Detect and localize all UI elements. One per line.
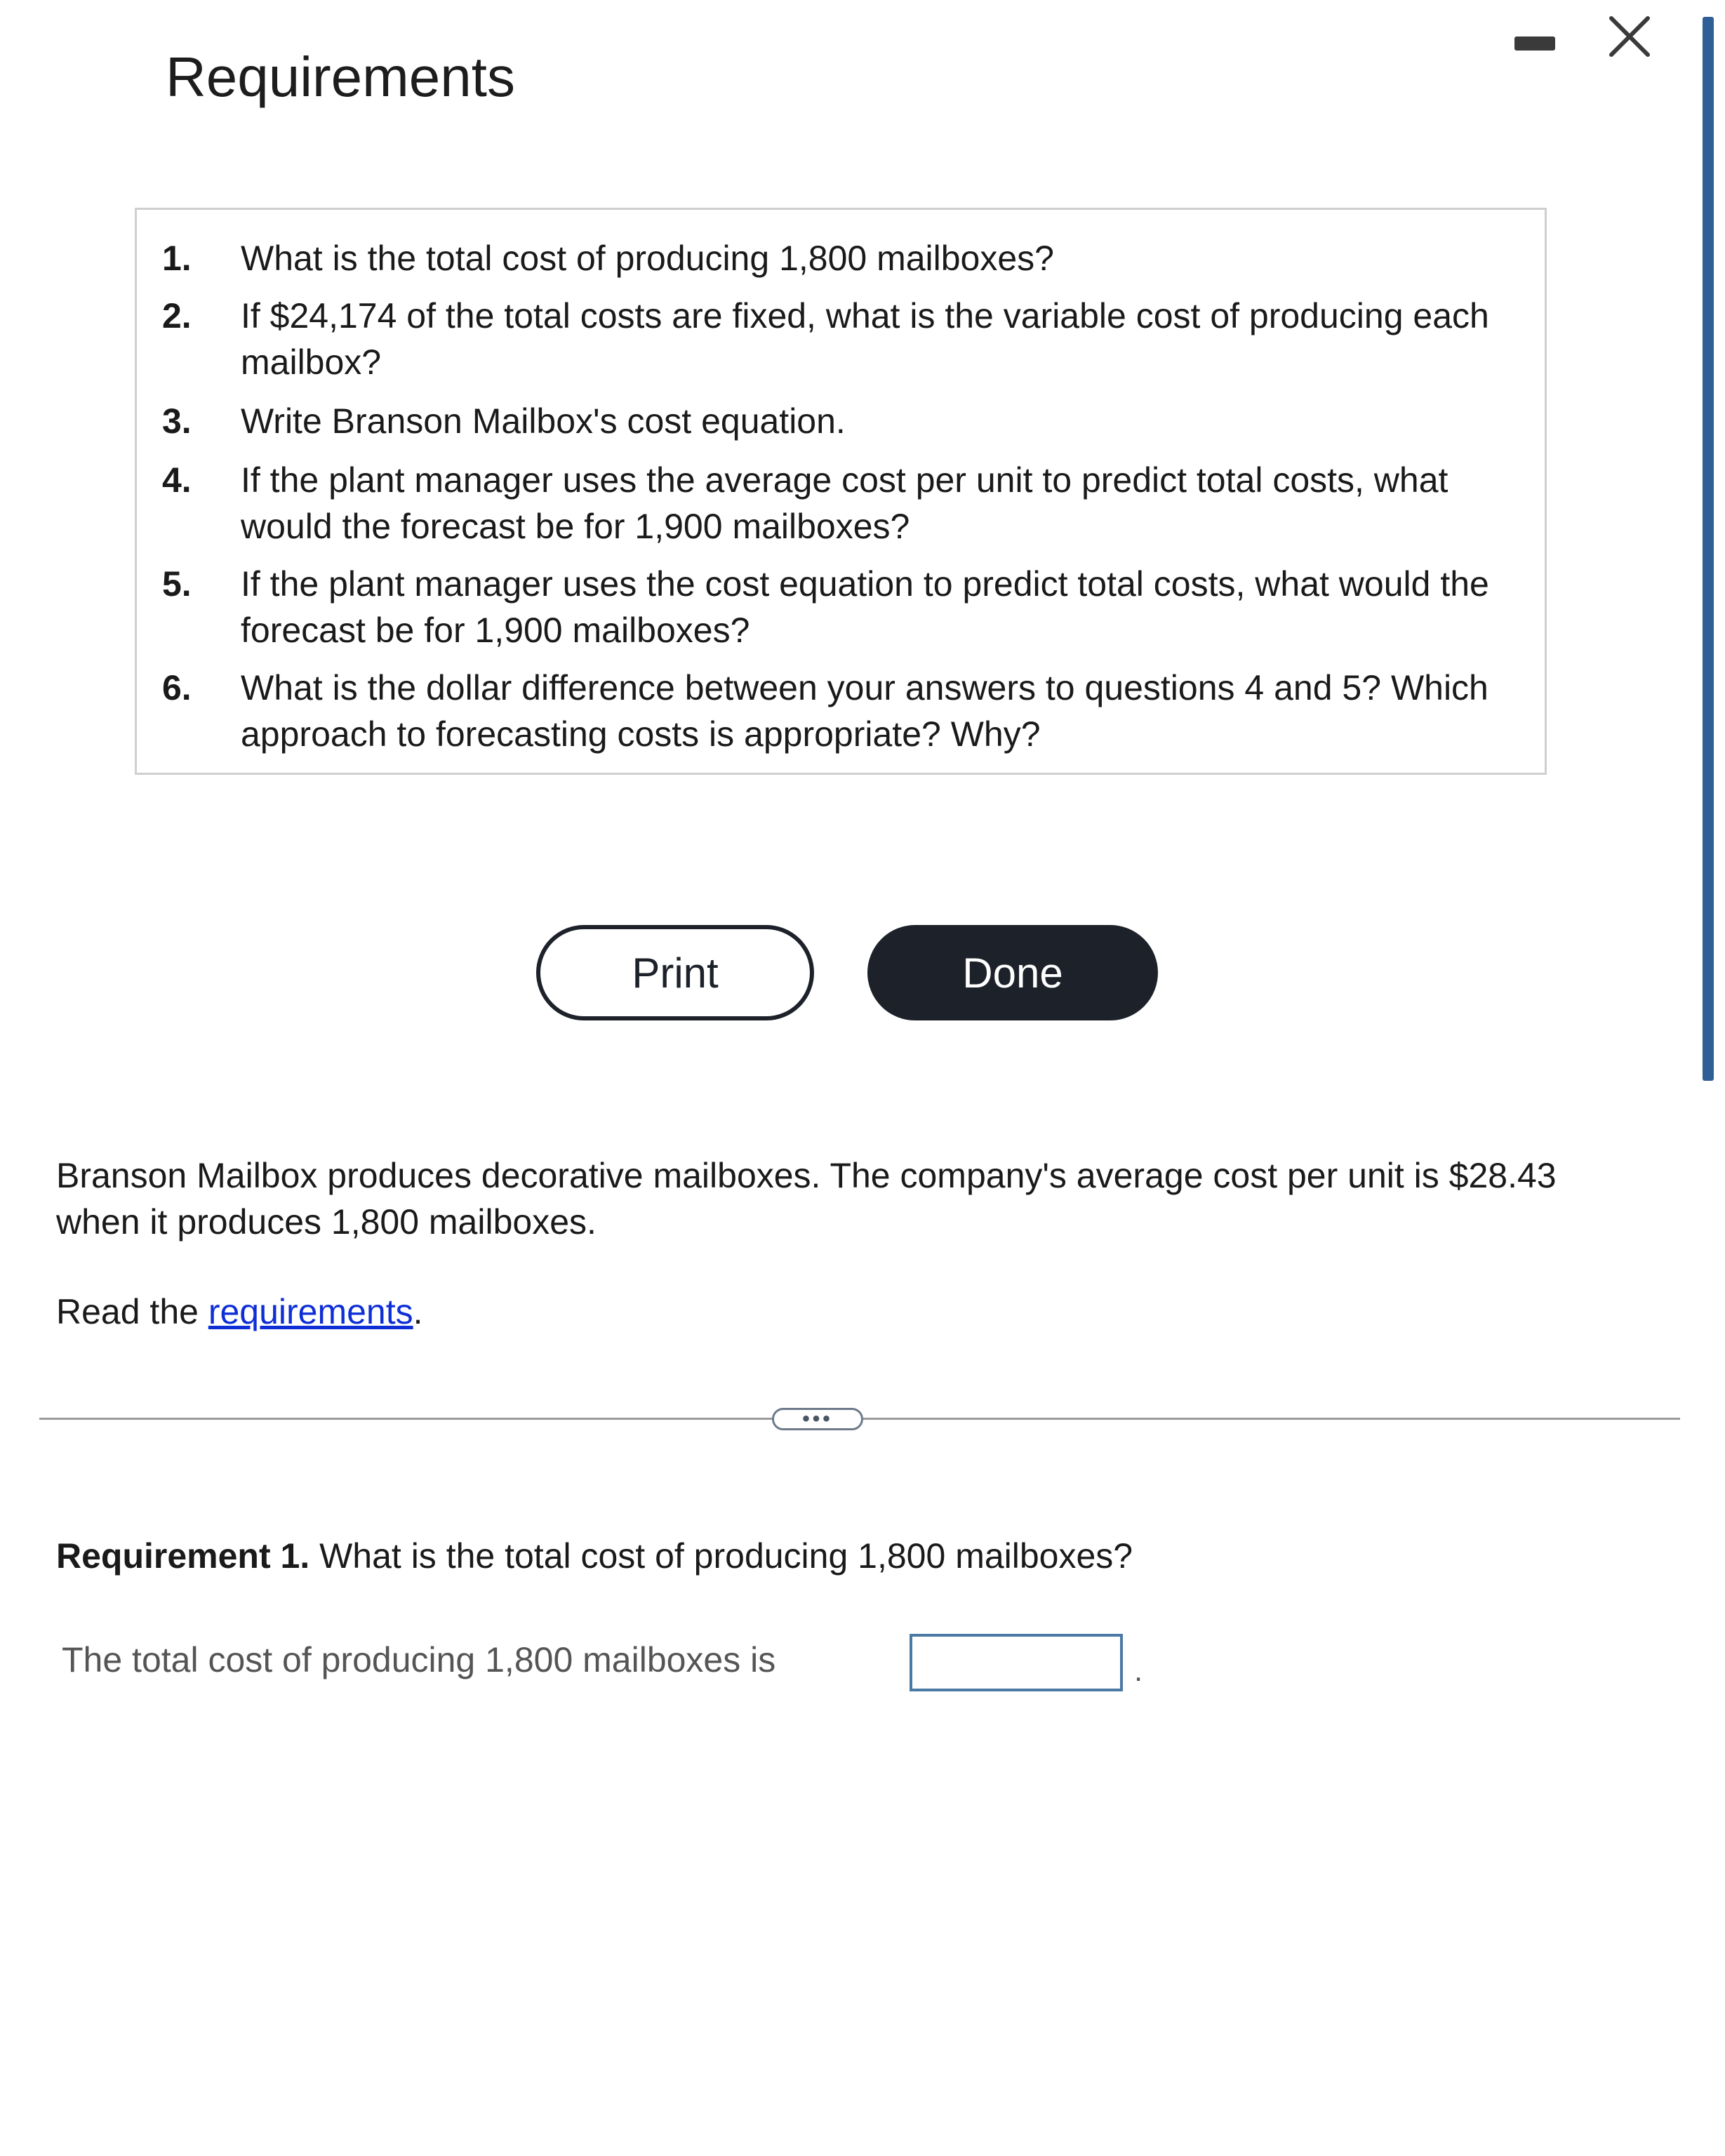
- requirement-heading-text: What is the total cost of producing 1,800 mailboxes?: [309, 1536, 1133, 1576]
- popup-title: Requirements: [166, 46, 516, 108]
- requirement-number: 2.: [162, 296, 192, 335]
- requirement-heading-label: Requirement 1.: [56, 1536, 310, 1576]
- requirement-text: If the plant manager uses the cost equation to predict total costs, what would the forecast be for 1,900 mailboxes?: [241, 564, 1489, 650]
- requirement-text: Write Branson Mailbox's cost equation.: [241, 401, 846, 441]
- print-button[interactable]: Print: [536, 925, 814, 1020]
- requirement-number: 3.: [162, 401, 192, 441]
- requirement-text: If the plant manager uses the average cost per unit to predict total costs, what would the forecast be for 1,900 mailboxes?: [241, 460, 1448, 546]
- requirement-text: What is the dollar difference between your answers to questions 4 and 5? Which approach to forecasting costs is appropriate? Why?: [241, 668, 1488, 754]
- expand-button[interactable]: [772, 1408, 863, 1430]
- more-icon: •••: [802, 1407, 833, 1430]
- read-requirements-line: [56, 1289, 423, 1335]
- requirement-number: 5.: [162, 564, 192, 604]
- total-cost-input[interactable]: [910, 1634, 1123, 1691]
- done-button[interactable]: Done: [867, 925, 1158, 1020]
- requirement-number: 6.: [162, 668, 192, 707]
- requirement-number: 1.: [162, 239, 192, 278]
- close-icon[interactable]: [1604, 11, 1655, 62]
- requirements-link[interactable]: requirements: [208, 1292, 413, 1331]
- minimize-icon[interactable]: [1514, 36, 1555, 51]
- answer-suffix: .: [1134, 1653, 1143, 1688]
- read-prefix: Read the: [56, 1292, 208, 1331]
- requirement-text: If $24,174 of the total costs are fixed, what is the variable cost of producing each mailbox?: [241, 296, 1489, 382]
- read-suffix: .: [413, 1292, 423, 1331]
- answer-prompt: The total cost of producing 1,800 mailboxes is: [62, 1640, 776, 1679]
- requirement-text: What is the total cost of producing 1,800 mailboxes?: [241, 239, 1054, 278]
- requirement-number: 4.: [162, 460, 192, 500]
- popup-scrollbar[interactable]: [1703, 17, 1714, 1081]
- requirements-box: [135, 208, 1547, 775]
- requirement-heading: [56, 1533, 1133, 1579]
- problem-statement: Branson Mailbox produces decorative mailboxes. The company's average cost per unit is $28.43 when it produces 1,800 mailboxes.: [56, 1156, 1557, 1242]
